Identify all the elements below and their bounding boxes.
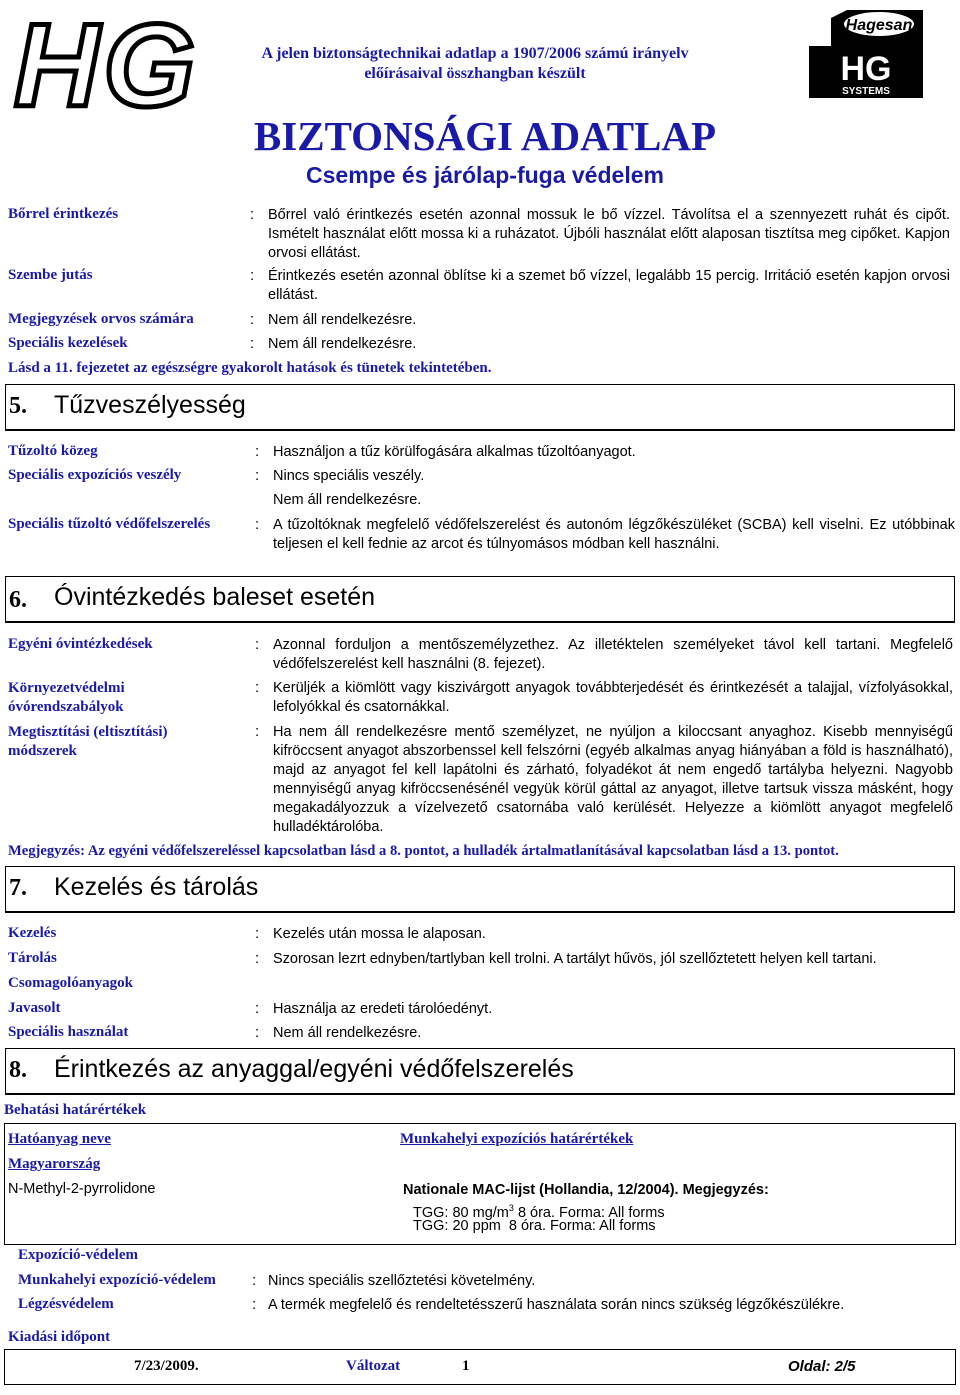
first-aid-note: Lásd a 11. fejezetet az egészségre gyakorolt hatások és tünetek tekintetében. (8, 360, 492, 376)
regulation-line-2: előírásaival összhangban készült (364, 65, 586, 82)
value-skin: Bőrrel való érintkezés esetén azonnal mossuk le bő vízzel. Távolítsa el a szennyezett ruhát és cipőt. Ismételt használat előtt mossa ki a ruházatot. Újbóli használat előtt alaposan tisztítsa meg cipőket. Kapjon orvosi ellátást. (268, 207, 950, 261)
value-workplace-exposure: Nincs speciális szellőztetési követelmény. (268, 1273, 536, 1289)
colon: : (250, 206, 255, 223)
colon: : (255, 1024, 260, 1041)
limit-line-1-prefix: TGG: 80 mg/m (413, 1204, 509, 1221)
col-header-limits: Munkahelyi expozíciós határértékek (400, 1131, 634, 1147)
value-recommended: Használja az eredeti tárolóedényt. (273, 1001, 493, 1017)
colon: : (255, 636, 260, 653)
colon: : (250, 335, 255, 352)
limit-line-1-sup: 3 (508, 1203, 514, 1213)
value-special-exposure: Nincs speciális veszély. (273, 468, 425, 484)
limit-line-1-suffix: 8 óra. Forma: All forms (517, 1204, 665, 1221)
section-8-title: Érintkezés az anyaggal/egyéni védőfelszerelés (54, 1055, 574, 1083)
value-personal-precautions: Azonnal forduljon a mentőszemélyzethez. Az illetéktelen személyeket távol kell tartani. Megfelelő védőfelszerelést kell használni (8. fejezet). (273, 637, 953, 672)
regulation-note (240, 44, 710, 84)
limit-source: Nationale MAC-lijst (Hollandia, 12/2004). Megjegyzés: (403, 1182, 769, 1198)
label-firefighter-equipment: Speciális tűzoltó védőfelszerelés (8, 516, 211, 532)
label-environmental-precautions: Környezetvédelmi óvórendszabályok (8, 680, 125, 715)
value-respiratory-protection: A termék megfelelő és rendeltetésszerű használata során nincs szükség légzőkészülékre. (268, 1297, 845, 1313)
colon: : (252, 1296, 257, 1313)
value-not-available: Nem áll rendelkezésre. (273, 492, 422, 508)
section-7-header (5, 866, 955, 913)
value-doctor-notes: Nem áll rendelkezésre. (268, 312, 417, 328)
logo-right-main: HG (840, 50, 892, 88)
label-extinguishing-media: Tűzoltó közeg (8, 443, 98, 459)
logo-right (803, 6, 933, 102)
label-personal-precautions: Egyéni óvintézkedések (8, 636, 153, 652)
section-6-note: Megjegyzés: Az egyéni védőfelszereléssel kapcsolatban lásd a 8. pontot, a hulladék ártalmatlanításával kapcsolatban lásd a 13. pontot. (8, 843, 839, 859)
substance-name: N-Methyl-2-pyrrolidone (8, 1181, 156, 1197)
label-special-treatment: Speciális kezelések (8, 335, 128, 351)
colon: : (255, 443, 260, 460)
label-recommended: Javasolt (8, 1000, 61, 1016)
label-storage: Tárolás (8, 950, 57, 966)
label-respiratory-protection: Légzésvédelem (18, 1296, 114, 1312)
label-special-exposure: Speciális expozíciós veszély (8, 467, 182, 483)
section-5-title: Tűzveszélyesség (54, 391, 246, 419)
logo-right-top: Hagesan (845, 17, 913, 34)
exposure-protection-heading: Expozíció-védelem (18, 1247, 138, 1263)
value-environmental-precautions: Kerüljék a kiömlött vagy kiszivárgott anyagok továbbterjedését és érintkezését a talajjal, vízfolyásokkal, lefolyókkal és csatornákkal. (273, 680, 953, 715)
issue-date: 7/23/2009. (134, 1358, 199, 1374)
label-eye: Szembe jutás (8, 267, 93, 283)
colon: : (255, 467, 260, 484)
label-special-use: Speciális használat (8, 1024, 129, 1040)
value-eye: Érintkezés esetén azonnal öblítse ki a szemet bő vízzel, legalább 15 percig. Irritáció esetén kapjon orvosi ellátást. (268, 268, 950, 303)
section-8-header (5, 1048, 955, 1095)
exposure-limits-heading: Behatási határértékek (4, 1102, 147, 1118)
colon: : (255, 1000, 260, 1017)
page-number: Oldal: 2/5 (788, 1358, 856, 1375)
value-special-use: Nem áll rendelkezésre. (273, 1025, 422, 1041)
section-7-number: 7. (9, 875, 27, 901)
section-6-number: 6. (9, 587, 27, 613)
document-title: BIZTONSÁGI ADATLAP (253, 113, 717, 159)
section-8-number: 8. (9, 1057, 27, 1083)
value-storage: Szorosan lezrt ednyben/tartlyban kell trolni. A tartályt hűvös, jól szellőztetett helyen kell tartani. (273, 951, 877, 967)
section-5-header (5, 384, 955, 431)
value-cleanup-methods: Ha nem áll rendelkezésre mentő személyzet, ne nyúljon a kiloccsant anyaghoz. Kisebb mennyiségű kifröccsent anyagot abszorbenssel kell felszórni (egyéb alkalmas anyag hiányában a föld is használható), majd az anyagot fel kell lapátolni és zárható, folyadékot át nem engedő tartályba helyezni. Nagyobb mennyiségű anyag kifröccsenésénél vegyük körül gáttal az anyagot, illetve tartsuk vissza másként, hogy megakadályozzuk a vízelvezető csatornába való kerülését. Helyezze a kiömlött anyagot megfelelő hulladéktárolóba. (273, 724, 953, 835)
colon: : (252, 1272, 257, 1289)
label-packaging: Csomagolóanyagok (8, 975, 134, 991)
label-skin: Bőrrel érintkezés (8, 206, 119, 222)
limit-line-2: TGG: 20 ppm 8 óra. Forma: All forms (413, 1218, 656, 1234)
colon: : (255, 723, 260, 740)
version-number: 1 (462, 1358, 470, 1374)
product-name: Csempe és járólap-fuga védelem (306, 162, 664, 188)
col-header-country: Magyarország (8, 1156, 101, 1172)
version-label: Változat (346, 1358, 401, 1374)
colon: : (250, 267, 255, 284)
section-6-header (5, 576, 955, 623)
logo-left (8, 8, 238, 118)
value-extinguishing-media: Használjon a tűz körülfogására alkalmas tűzoltóanyagot. (273, 444, 636, 460)
logo-right-sub: SYSTEMS (842, 86, 890, 97)
value-firefighter-equipment: A tűzoltóknak megfelelő védőfelszerelést és autonóm légzőkészüléket (SCBA) kell viselni. Ez utóbbinak teljesen el kell fednie az arcot és túlnyomásos módban kell használni. (273, 517, 955, 552)
label-cleanup-methods: Megtisztítási (eltisztítási) módszerek (8, 724, 168, 759)
label-workplace-exposure: Munkahelyi expozíció-védelem (18, 1272, 216, 1288)
label-doctor-notes: Megjegyzések orvos számára (8, 311, 194, 327)
section-6-title: Óvintézkedés baleset esetén (54, 583, 376, 611)
issue-date-label: Kiadási időpont (8, 1329, 111, 1345)
colon: : (255, 925, 260, 942)
colon: : (255, 679, 260, 696)
section-5-number: 5. (9, 393, 27, 419)
value-handling: Kezelés után mossa le alaposan. (273, 926, 486, 942)
colon: : (255, 950, 260, 967)
colon: : (250, 311, 255, 328)
regulation-line-1: A jelen biztonságtechnikai adatlap a 1907/2006 számú irányelv (261, 45, 689, 62)
logo-left-text: HG (14, 8, 199, 118)
colon: : (255, 516, 260, 533)
section-7-title: Kezelés és tárolás (54, 873, 259, 901)
col-header-substance: Hatóanyag neve (8, 1131, 111, 1147)
value-special-treatment: Nem áll rendelkezésre. (268, 336, 417, 352)
label-handling: Kezelés (8, 925, 57, 941)
